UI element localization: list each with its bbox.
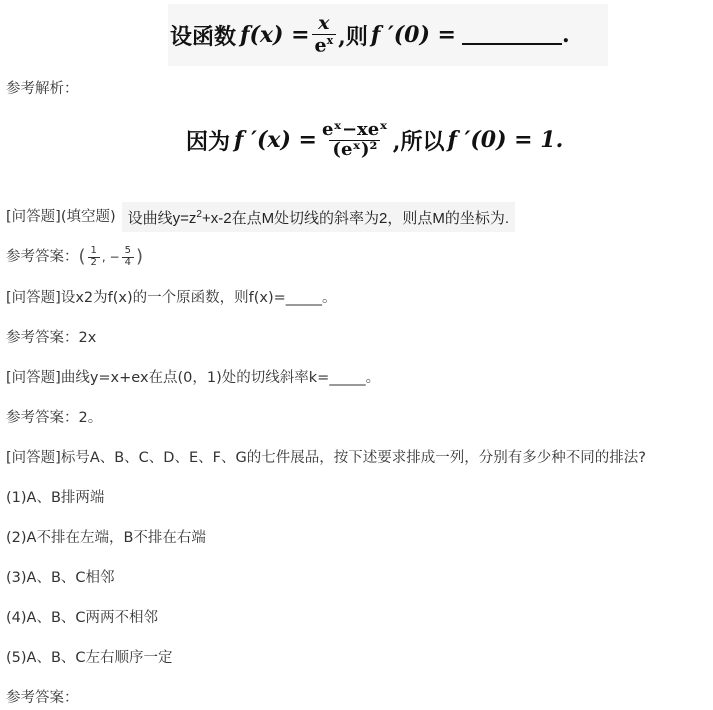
answer-3: 参考答案：2x	[6, 330, 97, 346]
answer-2-rparen: )	[135, 246, 143, 267]
analysis-fraction	[319, 118, 391, 160]
answer-2-sep: , −	[101, 250, 120, 264]
q1-prefix: 设函数	[170, 23, 237, 50]
analysis-image	[186, 104, 606, 176]
analysis-label: 参考解析：	[6, 81, 79, 97]
analysis-prefix: 因为	[186, 128, 231, 155]
q1-den-sup: x	[326, 33, 334, 47]
analysis-middle: ,所以	[392, 128, 445, 155]
answer-2-f1-num: 1	[90, 245, 97, 256]
answer-5: 参考答案：	[6, 690, 79, 706]
answer-2-label: 参考答案：	[6, 249, 79, 265]
q2-text-a: 设曲线y=z	[127, 210, 197, 227]
question-2-text	[122, 202, 515, 232]
analysis-result: f ′(0) = 1.	[447, 127, 564, 153]
answer-2-f2-num: 5	[124, 245, 131, 256]
q1-end: .	[562, 22, 570, 48]
question-2	[6, 202, 515, 232]
question-5-item: (4)A、B、C两两不相邻	[6, 610, 159, 626]
question-5-item: (2)A不排在左端，B不排在右端	[6, 530, 206, 546]
q1-rhs: f ′(0) =	[370, 22, 456, 48]
question-5-item: (5)A、B、C左右顺序一定	[6, 650, 173, 666]
q1-den-base: e	[314, 34, 327, 57]
q2-sup: 2	[196, 209, 202, 220]
question-3: [问答题]设x2为f(x)的一个原函数，则f(x)=_____。	[6, 290, 337, 306]
question-5: [问答题]标号A、B、C、D、E、F、G的七件展品，按下述要求排成一列，分别有多少种不同的排法?	[6, 450, 646, 466]
question-2-tag: [问答题](填空题)	[6, 209, 116, 225]
q1-fraction-denominator	[312, 34, 337, 56]
question-4: [问答题]曲线y=x+ex在点(0，1)处的切线斜率k=_____。	[6, 370, 381, 386]
question-5-item: (3)A、B、C相邻	[6, 570, 115, 586]
answer-2-fraction-2	[122, 246, 134, 268]
q1-fraction	[312, 11, 337, 57]
q2-text-b: +x-2在点M处切线的斜率为2，则点M的坐标为.	[201, 210, 510, 227]
question-1-image	[168, 4, 608, 66]
q1-answer-blank	[462, 25, 562, 45]
analysis-lhs: f ′(x) =	[234, 127, 317, 153]
answer-2-fraction-1	[88, 246, 100, 268]
analysis-fraction-denominator: (eˣ)²	[329, 140, 380, 160]
answer-4: 参考答案：2。	[6, 410, 103, 426]
answer-2-f1-den: 2	[88, 257, 100, 269]
q1-fraction-numerator: x	[318, 11, 330, 34]
analysis-fraction-numerator: eˣ−xeˣ	[321, 118, 388, 140]
q1-lhs: f(x) =	[240, 22, 310, 48]
q1-middle: ,则	[338, 23, 368, 50]
answer-2-f2-den: 4	[122, 257, 134, 269]
answer-2	[6, 246, 143, 268]
question-5-item: (1)A、B排两端	[6, 490, 105, 506]
answer-2-lparen: (	[78, 246, 86, 267]
